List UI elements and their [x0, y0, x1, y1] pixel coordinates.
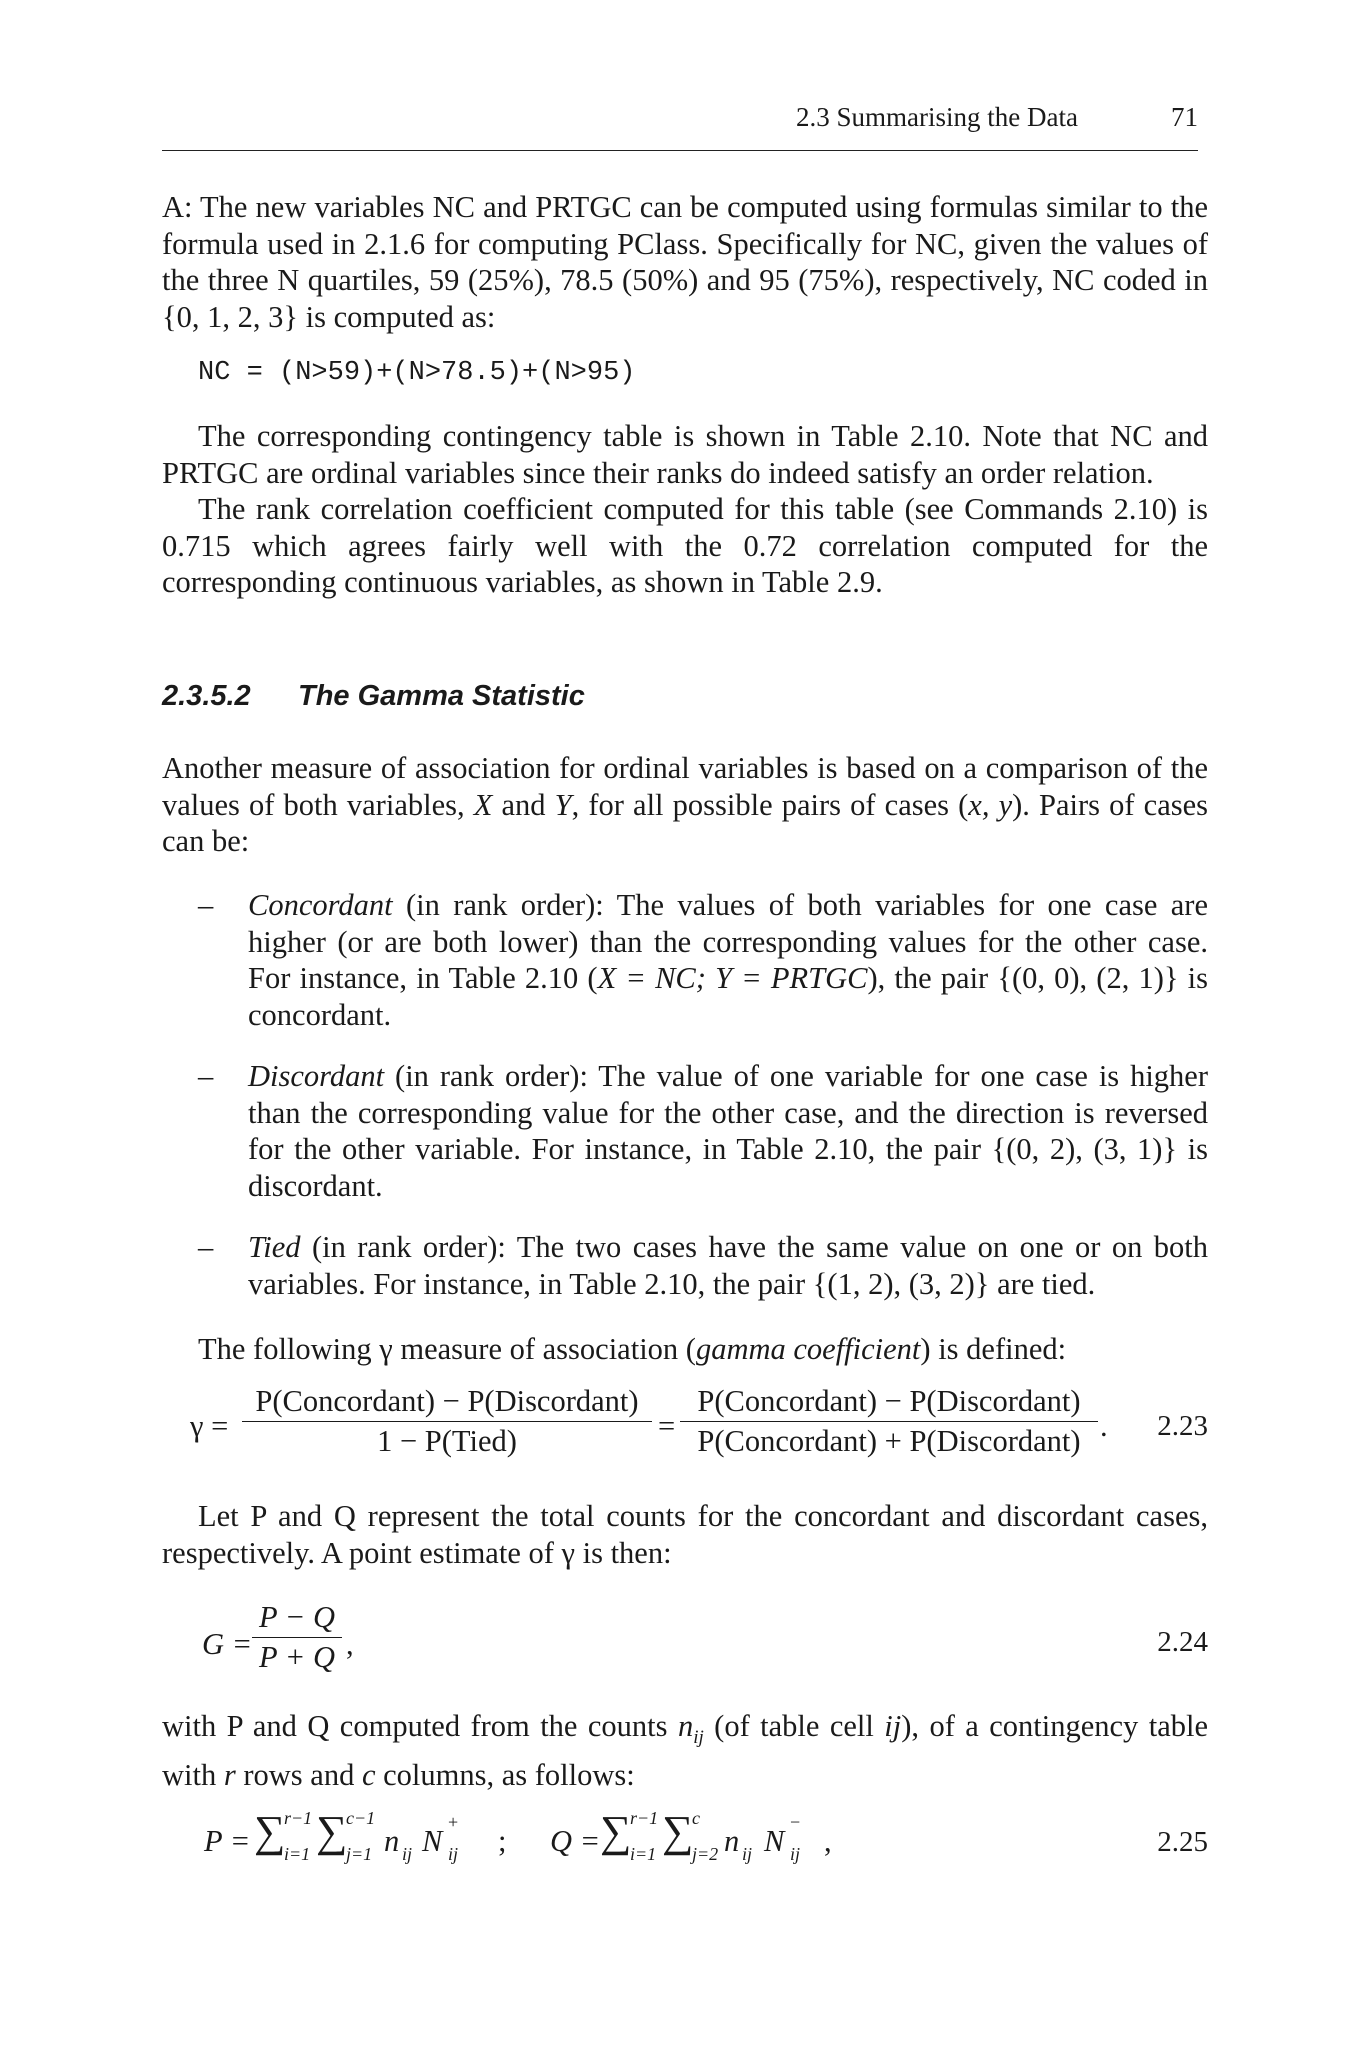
code-formula: NC = (N>59)+(N>78.5)+(N>95)	[198, 358, 636, 388]
paragraph-rank-correlation: The rank correlation coefficient computed for this table (see Commands 2.10) is 0.715 which agrees fairly well with the 0.72 correlation computed for the corresponding continuous variables, as shown in Table 2.9.	[162, 492, 1208, 599]
list-dash: –	[198, 1230, 214, 1264]
section-heading	[162, 680, 585, 713]
eq-fraction-2: P(Concordant) − P(Discordant) P(Concordant) + P(Discordant)	[680, 1384, 1098, 1459]
paragraph-gamma-definition: The following γ measure of association (gamma coefficient) is defined:	[198, 1332, 1067, 1366]
list-item-text: Discordant (in rank order): The value of one variable for one case is higher than the corresponding value for the other case, and the direction is reversed for the other variable. For instance, in Table 2.10, the pair {(0, 2), (3, 1)} is discordant.	[248, 1059, 1208, 1203]
paragraph-contingency: The corresponding contingency table is shown in Table 2.10. Note that NC and PRTGC are ordinal variables since their ranks do indeed satisfy an order relation.	[162, 419, 1208, 490]
running-header	[162, 98, 1198, 151]
sigma-symbol: ∑	[316, 1807, 348, 1856]
eq-p-lhs: P =	[204, 1824, 251, 1858]
section-number: 2.3.5.2	[162, 680, 251, 712]
header-section-title: 2.3 Summarising the Data	[796, 102, 1078, 132]
list-dash: –	[198, 1059, 214, 1093]
list-dash: –	[198, 888, 214, 922]
eq-lhs: γ =	[190, 1409, 229, 1443]
eq-equals: =	[658, 1409, 676, 1443]
paragraph-answer: A: The new variables NC and PRTGC can be computed using formulas similar to the formula used in 2.1.6 for computing PClass. Specifically for NC, given the values of the three N quartiles, 59 (25%), 78.5 (50%) and 95 (75%), respectively, NC coded in {0, 1, 2, 3} is computed as:	[162, 190, 1208, 334]
equation-2-24	[190, 1600, 1208, 1690]
section-title: The Gamma Statistic	[298, 680, 585, 712]
page-number: 71	[1171, 102, 1198, 132]
eq-lhs: G =	[202, 1627, 253, 1661]
eq-fraction-1: P(Concordant) − P(Discordant) 1 − P(Tied)	[242, 1384, 652, 1459]
eq-comma: ,	[346, 1627, 354, 1661]
paragraph-point-estimate: Let P and Q represent the total counts for the concordant and discordant cases, respectively. A point estimate of γ is then:	[162, 1499, 1208, 1570]
eq-comma: ,	[824, 1824, 832, 1858]
list-item-text: Tied (in rank order): The two cases have the same value on one or on both variables. For instance, in Table 2.10, the pair {(1, 2), (3, 2)} are tied.	[248, 1230, 1208, 1301]
paragraph-association: Another measure of association for ordinal variables is based on a comparison of the values of both variables, X and Y, for all possible pairs of cases (x, y). Pairs of cases can be:	[162, 751, 1209, 858]
eq-separator: ;	[498, 1824, 507, 1858]
equation-2-25: P = ∑ r−1 i=1 ∑ c−1 j=1 n ij N + ij ; Q = ∑ r−1 i=1 ∑ c j=2 n ij N − ij , 2.25	[204, 1807, 1208, 1864]
equation-number: 2.25	[1157, 1826, 1208, 1858]
sigma-symbol: ∑	[600, 1807, 632, 1856]
list-item-text: Concordant (in rank order): The values of both variables for one case are higher (or are both lower) than the corresponding values for the other case. For instance, in Table 2.10 (X = NC; Y = PRTGC), the pair {(0, 0), (2, 1)} is concordant.	[248, 888, 1208, 1032]
eq-q-lhs: Q =	[550, 1824, 601, 1858]
equation-number: 2.23	[1157, 1410, 1208, 1442]
paragraph-counts: with P and Q computed from the counts $n_{ij}$ (of table cell ij), of a contingency table with r rows and c columns, as follows:	[162, 1709, 1208, 1792]
equation-number: 2.24	[1157, 1626, 1208, 1658]
sigma-symbol: ∑	[254, 1807, 286, 1856]
eq-dot: .	[1100, 1409, 1108, 1443]
eq-fraction: $\frac{P - Q}{P + Q}$	[252, 1600, 342, 1675]
sigma-symbol: ∑	[662, 1807, 694, 1856]
equation-2-23	[190, 1384, 1208, 1474]
